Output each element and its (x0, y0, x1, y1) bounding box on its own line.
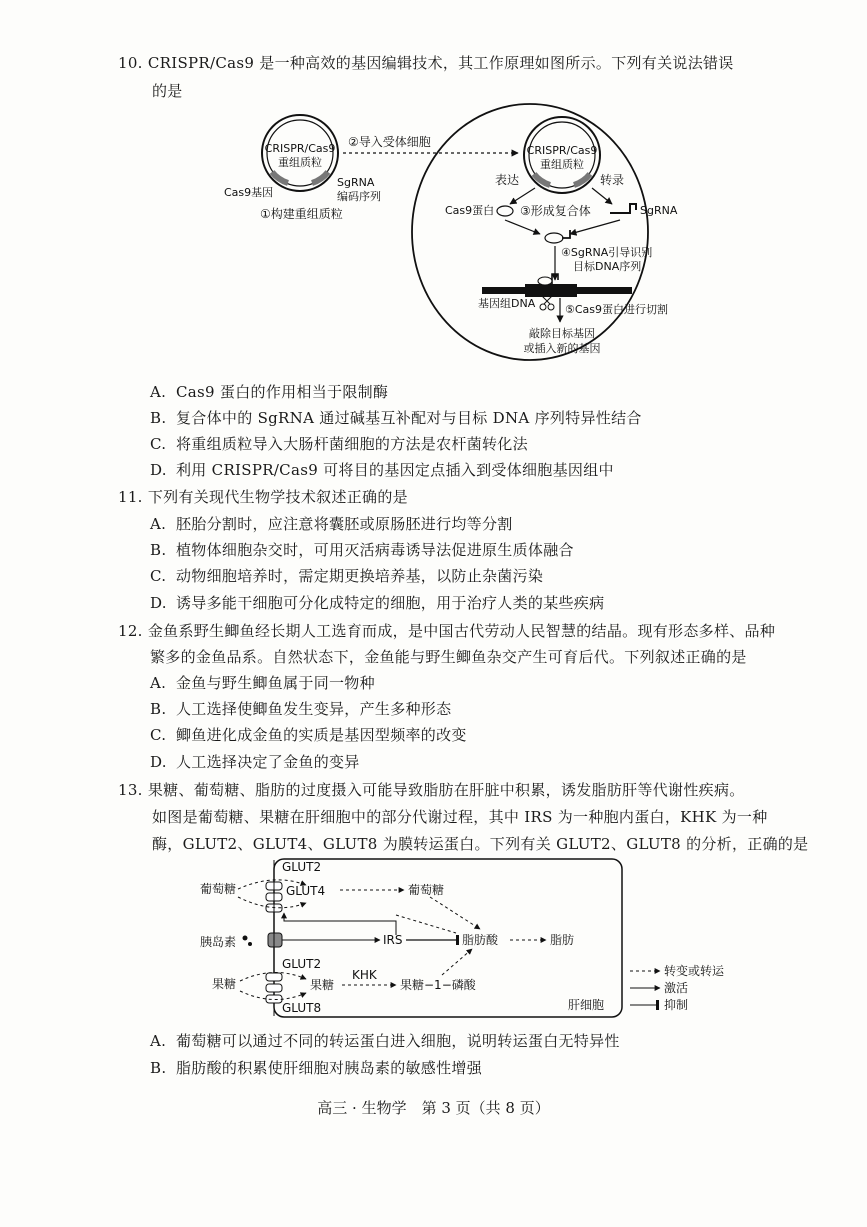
transcribe-label: 转录 (600, 173, 625, 187)
option-text: 葡萄糖可以通过不同的转运蛋白进入细胞，说明转运蛋白无特异性 (176, 1032, 620, 1050)
glut-channels-bottom (266, 973, 282, 1003)
option-text: 鲫鱼进化成金鱼的实质是基因型频率的改变 (176, 726, 467, 744)
option-text: 植物体细胞杂交时，可用灭活病毒诱导法促进原生质体融合 (176, 541, 574, 559)
q10-option-d (150, 459, 614, 480)
q13-stem-line2: 如图是葡萄糖、果糖在肝细胞中的部分代谢过程，其中 IRS 为一种胞内蛋白，KHK 为一种 (152, 808, 768, 826)
complex-shape (545, 230, 570, 243)
q13-stem-line1 (118, 779, 745, 800)
glut8-label: GLUT8 (282, 1001, 322, 1015)
legend-inhibit-label: 抑制 (664, 998, 689, 1012)
insulin-receptor (268, 933, 282, 947)
sgrna-label: SgRNA (640, 204, 678, 217)
legend-activate-label: 激活 (664, 981, 689, 995)
option-text: 人工选择决定了金鱼的变异 (176, 753, 360, 771)
option-letter: B. (150, 409, 167, 427)
fructose-in-label: 果糖 (310, 978, 335, 992)
q10-stem-line1 (118, 52, 734, 73)
option-letter: D. (150, 461, 167, 479)
fatty-acid-label: 脂肪酸 (462, 933, 499, 947)
express-label: 表达 (495, 173, 520, 187)
q10-number: 10. (118, 54, 143, 72)
page-footer: 高三 · 生物学 第 3 页（共 8 页） (317, 1099, 550, 1117)
fructose-out-label: 果糖 (212, 977, 237, 991)
liver-cell-label: 肝细胞 (568, 998, 605, 1012)
q12-option-d (150, 751, 360, 772)
q10-stem-text: CRISPR/Cas9 是一种高效的基因编辑技术，其工作原理如图所示。下列有关说法错误 (147, 54, 734, 72)
sgrna-shape (610, 204, 636, 213)
khk-label: KHK (352, 968, 377, 982)
scissors-icon (540, 296, 554, 310)
option-letter: C. (150, 435, 167, 453)
q12-stem-line2: 繁多的金鱼品系。自然状态下，金鱼能与野生鲫鱼杂交产生可育后代。下列叙述正确的是 (150, 648, 747, 666)
step4-label-2: 目标DNA序列 (573, 260, 642, 273)
right-plasmid-label-1: CRISPR/Cas9 (526, 144, 598, 157)
q11-option-a (150, 513, 513, 534)
q11-option-c (150, 565, 543, 586)
cas9-protein-label: Cas9蛋白 (445, 204, 495, 217)
genome-dna-shape (482, 274, 632, 297)
option-letter: B. (150, 541, 167, 559)
q11-option-d (150, 592, 604, 613)
genome-dna-label: 基因组DNA (478, 297, 536, 310)
right-plasmid-label-2: 重组质粒 (540, 158, 584, 171)
glucose-in-label: 葡萄糖 (408, 883, 445, 897)
option-text: 人工选择使鲫鱼发生变异，产生多种形态 (176, 700, 452, 718)
q10-stem-line2: 的是 (152, 82, 183, 100)
q10-option-a (150, 381, 388, 402)
fructose-1p-label: 果糖−1−磷酸 (400, 978, 476, 992)
option-text: 胚胎分割时，应注意将囊胚或原肠胚进行均等分割 (176, 515, 513, 533)
q13-option-b (150, 1057, 482, 1078)
option-text: 脂肪酸的积累使肝细胞对胰岛素的敏感性增强 (176, 1059, 483, 1077)
q12-stem-line1 (118, 620, 775, 641)
option-text: 复合体中的 SgRNA 通过碱基互补配对与目标 DNA 序列特异性结合 (176, 409, 642, 427)
option-letter: A. (150, 674, 167, 692)
result-label-2: 或插入新的基因 (523, 342, 601, 355)
result-label-1: 敲除目标基因 (529, 327, 595, 340)
q10-option-c (150, 433, 528, 454)
q10-crispr-diagram (200, 100, 690, 365)
q13-stem-text: 果糖、葡萄糖、脂肪的过度摄入可能导致脂肪在肝脏中积累，诱发脂肪肝等代谢性疾病。 (147, 781, 745, 799)
q11-number: 11. (118, 488, 143, 506)
option-letter: B. (150, 1059, 167, 1077)
q11-option-b (150, 539, 574, 560)
q12-option-c (150, 724, 467, 745)
glut2-bottom-label: GLUT2 (282, 957, 322, 971)
legend-transform-label: 转变或转运 (664, 964, 725, 978)
sgrna-code-label-1: SgRNA (337, 176, 375, 189)
legend (630, 963, 725, 1012)
option-letter: B. (150, 700, 167, 718)
option-letter: C. (150, 567, 167, 585)
step2-label: ②导入受体细胞 (348, 135, 431, 149)
q12-option-b (150, 698, 451, 719)
option-letter: C. (150, 726, 167, 744)
sgrna-code-label-2: 编码序列 (337, 190, 381, 203)
q12-stem-text: 金鱼系野生鲫鱼经长期人工选育而成，是中国古代劳动人民智慧的结晶。现有形态多样、品种 (147, 622, 776, 640)
step4-label-1: ④SgRNA引导识别 (561, 246, 653, 259)
option-text: 利用 CRISPR/Cas9 可将目的基因定点插入到受体细胞基因组中 (176, 461, 614, 479)
option-text: Cas9 蛋白的作用相当于限制酶 (176, 383, 389, 401)
option-letter: A. (150, 1032, 167, 1050)
cas9-protein-shape (497, 206, 513, 216)
option-letter: A. (150, 383, 167, 401)
step3-label: ③形成复合体 (520, 204, 591, 218)
cas9-gene-label: Cas9基因 (224, 186, 274, 199)
q11-stem-text: 下列有关现代生物学技术叙述正确的是 (147, 488, 408, 506)
q11-stem (118, 486, 408, 507)
step1-label: ①构建重组质粒 (260, 207, 343, 221)
q13-number: 13. (118, 781, 143, 799)
q13-stem-line3: 酶，GLUT2、GLUT4、GLUT8 为膜转运蛋白。下列有关 GLUT2、GLUT8 的分析，正确的是 (152, 835, 809, 853)
glut2-top-label: GLUT2 (282, 860, 322, 874)
glucose-out-label: 葡萄糖 (200, 882, 237, 896)
glut4-label: GLUT4 (286, 884, 326, 898)
option-text: 诱导多能干细胞可分化成特定的细胞，用于治疗人类的某些疾病 (176, 594, 605, 612)
insulin-label: 胰岛素 (200, 935, 237, 949)
option-text: 金鱼与野生鲫鱼属于同一物种 (176, 674, 375, 692)
q13-liver-metabolism-diagram (190, 855, 750, 1025)
left-plasmid-label-2: 重组质粒 (278, 156, 322, 169)
step5-label: ⑤Cas9蛋白进行切割 (565, 303, 669, 316)
option-text: 将重组质粒导入大肠杆菌细胞的方法是农杆菌转化法 (176, 435, 528, 453)
receptor-cell (412, 104, 648, 360)
option-letter: D. (150, 753, 167, 771)
option-letter: D. (150, 594, 167, 612)
q12-number: 12. (118, 622, 143, 640)
q10-option-b (150, 407, 642, 428)
irs-label: IRS (383, 933, 403, 947)
q13-option-a (150, 1030, 620, 1051)
option-letter: A. (150, 515, 167, 533)
option-text: 动物细胞培养时，需定期更换培养基，以防止杂菌污染 (176, 567, 544, 585)
q12-option-a (150, 672, 375, 693)
fat-label: 脂肪 (550, 933, 575, 947)
left-plasmid-label-1: CRISPR/Cas9 (264, 142, 336, 155)
